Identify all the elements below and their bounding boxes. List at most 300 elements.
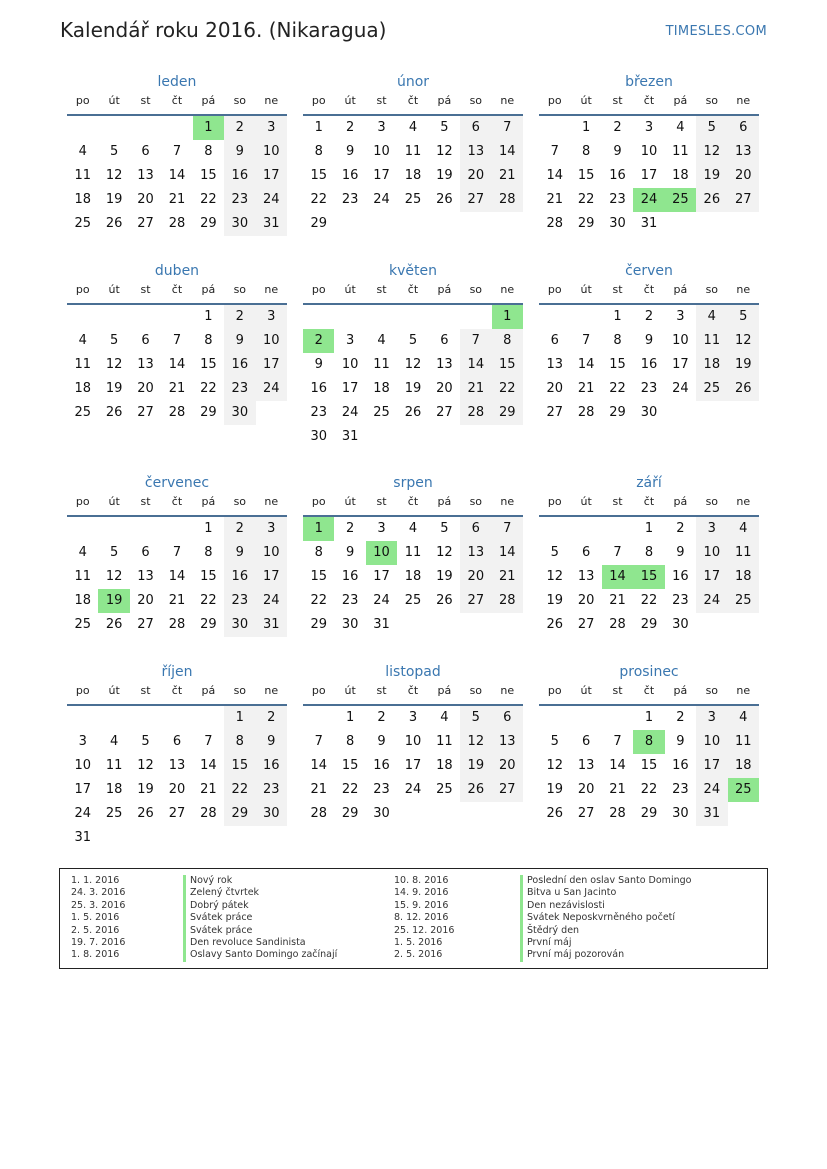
day-cell: 28 bbox=[168, 405, 186, 420]
day-cell: 8 bbox=[204, 144, 213, 159]
day-cell: 23 bbox=[224, 377, 255, 401]
day-cell: 8 bbox=[314, 545, 323, 560]
weekday-label: po bbox=[547, 495, 562, 508]
day-cell: 15 bbox=[492, 353, 523, 377]
holiday-day-cell: 8 bbox=[633, 730, 664, 754]
day-cell: 30 bbox=[373, 806, 390, 821]
holiday-day-cell: 2 bbox=[303, 329, 334, 353]
day-cell: 22 bbox=[310, 192, 327, 207]
day-cell: 10 bbox=[672, 333, 689, 348]
day-cell: 13 bbox=[436, 357, 453, 372]
weekday-label: út bbox=[344, 283, 356, 296]
weekday-label: so bbox=[469, 495, 483, 508]
holiday-day-cell: 25 bbox=[665, 188, 696, 212]
weekday-label: čt bbox=[407, 283, 419, 296]
empty-cell bbox=[570, 517, 601, 541]
page-title: Kalendář roku 2016. (Nikaragua) bbox=[60, 18, 387, 42]
day-cell: 29 bbox=[640, 617, 658, 632]
legend-date: 25. 3. 2016 bbox=[71, 899, 126, 911]
empty-cell bbox=[303, 305, 334, 329]
weekday-label: út bbox=[580, 94, 592, 107]
day-cell: 15 bbox=[640, 758, 658, 773]
day-cell: 19 bbox=[696, 164, 727, 188]
day-cell: 31 bbox=[696, 802, 727, 826]
day-cell: 6 bbox=[492, 706, 523, 730]
legend-holiday-name: Svátek práce bbox=[183, 912, 337, 924]
weekday-label: st bbox=[140, 495, 151, 508]
day-cell: 23 bbox=[341, 192, 359, 207]
weekday-label: so bbox=[705, 684, 719, 697]
empty-cell bbox=[67, 116, 98, 140]
day-cell: 13 bbox=[460, 140, 491, 164]
weekday-label: út bbox=[108, 283, 120, 296]
day-cell: 13 bbox=[577, 758, 595, 773]
day-cell: 8 bbox=[492, 329, 523, 353]
day-cell: 29 bbox=[341, 806, 359, 821]
holiday-day-cell: 14 bbox=[602, 565, 633, 589]
day-cell: 30 bbox=[672, 617, 689, 632]
day-cell: 29 bbox=[310, 216, 327, 231]
weekday-label: po bbox=[311, 283, 326, 296]
legend-date: 1. 5. 2016 bbox=[394, 937, 443, 949]
day-cell: 24 bbox=[256, 589, 287, 613]
day-cell: 15 bbox=[310, 569, 327, 584]
day-cell: 16 bbox=[256, 754, 287, 778]
day-cell: 3 bbox=[256, 116, 287, 140]
day-cell: 17 bbox=[373, 569, 390, 584]
day-cell: 7 bbox=[613, 734, 622, 749]
day-cell: 24 bbox=[256, 377, 287, 401]
day-cell: 10 bbox=[256, 140, 287, 164]
day-cell: 30 bbox=[224, 212, 255, 236]
weekday-label: so bbox=[705, 283, 719, 296]
day-cell: 29 bbox=[200, 216, 217, 231]
month-name: srpen bbox=[393, 475, 433, 491]
day-cell: 4 bbox=[377, 333, 386, 348]
day-cell: 22 bbox=[200, 192, 217, 207]
day-cell: 7 bbox=[492, 517, 523, 541]
day-cell: 3 bbox=[696, 517, 727, 541]
day-cell: 31 bbox=[373, 617, 390, 632]
day-cell: 1 bbox=[613, 309, 622, 324]
day-cell: 24 bbox=[373, 192, 390, 207]
day-cell: 10 bbox=[256, 541, 287, 565]
day-grid bbox=[539, 706, 759, 826]
weekday-label: so bbox=[233, 495, 247, 508]
day-cell: 24 bbox=[373, 593, 390, 608]
holiday-day-cell: 25 bbox=[728, 778, 759, 802]
day-cell: 5 bbox=[109, 144, 119, 159]
day-cell: 4 bbox=[78, 333, 87, 348]
weekday-label: st bbox=[140, 94, 151, 107]
day-cell: 11 bbox=[373, 357, 390, 372]
month-name: únor bbox=[396, 74, 430, 90]
day-cell: 2 bbox=[256, 706, 287, 730]
month-2 bbox=[303, 72, 523, 236]
weekday-label: po bbox=[75, 94, 90, 107]
empty-cell bbox=[130, 517, 161, 541]
month-name: listopad bbox=[385, 664, 441, 680]
day-cell: 4 bbox=[109, 734, 119, 749]
day-grid bbox=[303, 116, 523, 236]
day-cell: 17 bbox=[404, 758, 422, 773]
empty-cell bbox=[98, 706, 129, 730]
day-cell: 15 bbox=[577, 168, 595, 183]
day-cell: 1 bbox=[345, 710, 355, 725]
weekday-label: ne bbox=[736, 283, 751, 296]
day-cell: 21 bbox=[492, 164, 523, 188]
weekday-label: ne bbox=[500, 283, 515, 296]
day-cell: 18 bbox=[728, 754, 759, 778]
weekday-label: st bbox=[376, 495, 387, 508]
day-cell: 17 bbox=[672, 357, 689, 372]
day-cell: 18 bbox=[672, 168, 689, 183]
day-cell: 23 bbox=[341, 593, 359, 608]
day-cell: 4 bbox=[440, 710, 449, 725]
weekday-label: čt bbox=[407, 684, 419, 697]
weekday-label: so bbox=[233, 684, 247, 697]
month-name: květen bbox=[389, 263, 437, 279]
day-cell: 22 bbox=[640, 782, 658, 797]
weekday-header bbox=[539, 493, 759, 517]
day-cell: 8 bbox=[224, 730, 255, 754]
day-cell: 9 bbox=[314, 357, 323, 372]
weekday-header bbox=[67, 682, 287, 706]
day-cell: 13 bbox=[137, 569, 154, 584]
day-cell: 2 bbox=[613, 120, 622, 135]
legend-holiday-name: Svátek Neposkvrněného početí bbox=[520, 912, 691, 924]
day-cell: 3 bbox=[345, 333, 355, 348]
empty-cell bbox=[67, 517, 98, 541]
day-cell: 21 bbox=[168, 192, 186, 207]
day-cell: 7 bbox=[314, 734, 323, 749]
day-cell: 28 bbox=[460, 401, 491, 425]
weekday-label: ne bbox=[264, 495, 279, 508]
weekday-label: po bbox=[311, 684, 326, 697]
day-cell: 6 bbox=[440, 333, 449, 348]
day-cell: 26 bbox=[728, 377, 759, 401]
weekday-header bbox=[303, 92, 523, 116]
legend-names-col-1 bbox=[183, 875, 337, 962]
day-cell: 4 bbox=[728, 706, 759, 730]
day-cell: 10 bbox=[74, 758, 91, 773]
day-cell: 6 bbox=[141, 545, 150, 560]
day-cell: 17 bbox=[696, 565, 727, 589]
legend-date: 8. 12. 2016 bbox=[394, 912, 449, 924]
day-cell: 15 bbox=[609, 357, 626, 372]
day-cell: 23 bbox=[224, 188, 255, 212]
day-cell: 16 bbox=[224, 164, 255, 188]
day-cell: 31 bbox=[256, 212, 287, 236]
day-cell: 28 bbox=[200, 806, 217, 821]
day-cell: 19 bbox=[137, 782, 154, 797]
day-cell: 23 bbox=[609, 192, 626, 207]
day-cell: 5 bbox=[109, 333, 119, 348]
day-grid bbox=[303, 305, 523, 449]
day-cell: 4 bbox=[728, 517, 759, 541]
day-cell: 30 bbox=[672, 806, 689, 821]
day-cell: 27 bbox=[168, 806, 186, 821]
day-cell: 16 bbox=[672, 569, 689, 584]
day-cell: 15 bbox=[200, 357, 217, 372]
day-cell: 18 bbox=[728, 565, 759, 589]
day-cell: 24 bbox=[672, 381, 689, 396]
day-cell: 15 bbox=[310, 168, 327, 183]
day-cell: 31 bbox=[341, 429, 359, 444]
empty-cell bbox=[98, 116, 129, 140]
weekday-label: so bbox=[705, 94, 719, 107]
weekday-label: pá bbox=[673, 94, 688, 107]
empty-cell bbox=[539, 116, 570, 140]
day-cell: 8 bbox=[581, 144, 591, 159]
day-cell: 16 bbox=[224, 353, 255, 377]
day-cell: 27 bbox=[137, 216, 154, 231]
day-cell: 18 bbox=[696, 353, 727, 377]
day-cell: 17 bbox=[640, 168, 658, 183]
weekday-header bbox=[539, 281, 759, 305]
weekday-label: čt bbox=[643, 94, 655, 107]
weekday-label: út bbox=[344, 495, 356, 508]
day-cell: 19 bbox=[546, 593, 563, 608]
weekday-label: čt bbox=[407, 495, 419, 508]
month-1 bbox=[67, 72, 287, 236]
legend-holiday-name: Poslední den oslav Santo Domingo bbox=[520, 875, 691, 887]
weekday-label: pá bbox=[437, 495, 452, 508]
holiday-day-cell: 1 bbox=[193, 116, 224, 140]
month-name: duben bbox=[154, 263, 200, 279]
legend-date: 19. 7. 2016 bbox=[71, 937, 126, 949]
day-cell: 22 bbox=[224, 778, 255, 802]
day-cell: 31 bbox=[640, 216, 658, 231]
day-cell: 9 bbox=[256, 730, 287, 754]
day-cell: 11 bbox=[696, 329, 727, 353]
weekday-label: st bbox=[376, 684, 387, 697]
day-cell: 24 bbox=[696, 778, 727, 802]
weekday-label: ne bbox=[264, 94, 279, 107]
day-cell: 26 bbox=[137, 806, 154, 821]
day-cell: 12 bbox=[137, 758, 154, 773]
holiday-day-cell: 19 bbox=[98, 589, 129, 613]
day-cell: 21 bbox=[546, 192, 563, 207]
day-cell: 26 bbox=[546, 806, 563, 821]
weekday-label: ne bbox=[500, 684, 515, 697]
day-cell: 26 bbox=[105, 405, 123, 420]
day-cell: 29 bbox=[200, 405, 217, 420]
weekday-label: so bbox=[233, 283, 247, 296]
day-cell: 9 bbox=[224, 541, 255, 565]
day-cell: 20 bbox=[728, 164, 759, 188]
empty-cell bbox=[602, 517, 633, 541]
weekday-label: st bbox=[140, 283, 151, 296]
day-cell: 12 bbox=[728, 329, 759, 353]
weekday-label: po bbox=[75, 495, 90, 508]
legend-dates-col-2 bbox=[394, 875, 454, 962]
day-cell: 7 bbox=[613, 545, 622, 560]
day-cell: 26 bbox=[436, 593, 453, 608]
day-cell: 25 bbox=[404, 593, 422, 608]
day-cell: 19 bbox=[460, 754, 491, 778]
day-cell: 9 bbox=[224, 329, 255, 353]
weekday-label: pá bbox=[437, 684, 452, 697]
weekday-header bbox=[303, 682, 523, 706]
day-cell: 21 bbox=[200, 782, 217, 797]
site-link[interactable]: TIMESLES.COM bbox=[665, 24, 767, 39]
day-cell: 7 bbox=[172, 144, 182, 159]
day-cell: 8 bbox=[204, 333, 213, 348]
day-cell: 1 bbox=[644, 521, 654, 536]
day-cell: 22 bbox=[200, 381, 217, 396]
day-cell: 16 bbox=[640, 357, 658, 372]
weekday-header bbox=[67, 493, 287, 517]
month-7 bbox=[67, 473, 287, 637]
day-cell: 30 bbox=[341, 617, 359, 632]
day-cell: 6 bbox=[460, 116, 491, 140]
day-cell: 17 bbox=[256, 353, 287, 377]
weekday-label: so bbox=[233, 94, 247, 107]
day-cell: 10 bbox=[696, 730, 727, 754]
day-cell: 14 bbox=[492, 541, 523, 565]
day-cell: 7 bbox=[550, 144, 559, 159]
weekday-label: čt bbox=[171, 94, 183, 107]
day-cell: 20 bbox=[546, 381, 563, 396]
day-cell: 13 bbox=[492, 730, 523, 754]
weekday-label: po bbox=[311, 495, 326, 508]
day-cell: 1 bbox=[204, 521, 213, 536]
weekday-label: pá bbox=[201, 684, 216, 697]
day-cell: 5 bbox=[696, 116, 727, 140]
day-cell: 20 bbox=[577, 593, 595, 608]
legend-dates-col-1 bbox=[71, 875, 125, 962]
month-4 bbox=[67, 261, 287, 425]
day-cell: 16 bbox=[224, 565, 255, 589]
day-cell: 5 bbox=[141, 734, 150, 749]
day-cell: 29 bbox=[609, 405, 626, 420]
weekday-label: st bbox=[612, 94, 623, 107]
day-cell: 2 bbox=[224, 116, 255, 140]
legend-date: 1. 5. 2016 bbox=[71, 912, 120, 924]
day-cell: 6 bbox=[141, 333, 150, 348]
day-cell: 26 bbox=[546, 617, 563, 632]
day-cell: 22 bbox=[492, 377, 523, 401]
day-cell: 30 bbox=[256, 802, 287, 826]
day-cell: 1 bbox=[581, 120, 591, 135]
day-cell: 29 bbox=[492, 401, 523, 425]
day-cell: 12 bbox=[546, 569, 563, 584]
day-cell: 5 bbox=[109, 545, 119, 560]
day-cell: 2 bbox=[224, 305, 255, 329]
day-cell: 27 bbox=[137, 405, 154, 420]
weekday-header bbox=[67, 92, 287, 116]
legend-holiday-name: Bitva u San Jacinto bbox=[520, 887, 691, 899]
weekday-label: út bbox=[580, 283, 592, 296]
empty-cell bbox=[130, 706, 161, 730]
day-cell: 18 bbox=[436, 758, 453, 773]
day-grid bbox=[539, 305, 759, 425]
day-cell: 18 bbox=[74, 192, 91, 207]
day-cell: 22 bbox=[341, 782, 359, 797]
legend-date: 1. 8. 2016 bbox=[71, 949, 120, 961]
day-cell: 17 bbox=[256, 565, 287, 589]
empty-cell bbox=[334, 305, 365, 329]
day-cell: 25 bbox=[728, 589, 759, 613]
legend-holiday-name: Svátek práce bbox=[183, 925, 337, 937]
day-cell: 23 bbox=[256, 778, 287, 802]
legend-date: 15. 9. 2016 bbox=[394, 899, 449, 911]
day-cell: 23 bbox=[310, 405, 327, 420]
day-cell: 14 bbox=[168, 357, 186, 372]
day-grid bbox=[539, 517, 759, 637]
day-cell: 27 bbox=[577, 806, 595, 821]
day-cell: 20 bbox=[137, 593, 154, 608]
weekday-label: út bbox=[344, 684, 356, 697]
day-cell: 1 bbox=[644, 710, 654, 725]
day-cell: 4 bbox=[408, 521, 418, 536]
day-cell: 13 bbox=[546, 357, 563, 372]
day-cell: 23 bbox=[640, 381, 658, 396]
day-cell: 12 bbox=[436, 144, 453, 159]
weekday-label: so bbox=[469, 94, 483, 107]
day-cell: 9 bbox=[224, 140, 255, 164]
day-cell: 30 bbox=[609, 216, 626, 231]
day-cell: 23 bbox=[224, 589, 255, 613]
weekday-label: po bbox=[547, 283, 562, 296]
day-cell: 14 bbox=[546, 168, 563, 183]
day-cell: 10 bbox=[696, 541, 727, 565]
day-cell: 5 bbox=[408, 333, 418, 348]
day-cell: 18 bbox=[404, 569, 422, 584]
day-cell: 20 bbox=[460, 565, 491, 589]
day-cell: 13 bbox=[168, 758, 186, 773]
legend-holiday-name: První máj pozorován bbox=[520, 949, 691, 961]
day-cell: 7 bbox=[492, 116, 523, 140]
day-cell: 16 bbox=[310, 381, 327, 396]
day-cell: 21 bbox=[168, 593, 186, 608]
weekday-label: pá bbox=[201, 495, 216, 508]
weekday-label: so bbox=[469, 283, 483, 296]
day-cell: 22 bbox=[200, 593, 217, 608]
day-cell: 18 bbox=[74, 593, 91, 608]
day-cell: 8 bbox=[314, 144, 323, 159]
day-cell: 10 bbox=[256, 329, 287, 353]
empty-cell bbox=[161, 706, 192, 730]
day-cell: 9 bbox=[676, 734, 685, 749]
day-cell: 12 bbox=[696, 140, 727, 164]
month-name: březen bbox=[625, 74, 673, 90]
day-cell: 25 bbox=[373, 405, 390, 420]
weekday-label: ne bbox=[736, 684, 751, 697]
day-cell: 22 bbox=[310, 593, 327, 608]
weekday-label: pá bbox=[673, 495, 688, 508]
empty-cell bbox=[539, 517, 570, 541]
day-cell: 22 bbox=[640, 593, 658, 608]
day-cell: 28 bbox=[577, 405, 595, 420]
weekday-label: út bbox=[580, 495, 592, 508]
weekday-label: ne bbox=[500, 495, 515, 508]
day-cell: 18 bbox=[404, 168, 422, 183]
legend-holiday-name: První máj bbox=[520, 937, 691, 949]
day-cell: 6 bbox=[172, 734, 182, 749]
day-cell: 14 bbox=[492, 140, 523, 164]
weekday-label: čt bbox=[407, 94, 419, 107]
day-cell: 16 bbox=[341, 168, 359, 183]
day-cell: 3 bbox=[377, 120, 386, 135]
day-cell: 20 bbox=[168, 782, 186, 797]
day-cell: 14 bbox=[460, 353, 491, 377]
weekday-label: čt bbox=[643, 495, 655, 508]
day-cell: 3 bbox=[408, 710, 418, 725]
day-cell: 4 bbox=[696, 305, 727, 329]
day-cell: 26 bbox=[436, 192, 453, 207]
